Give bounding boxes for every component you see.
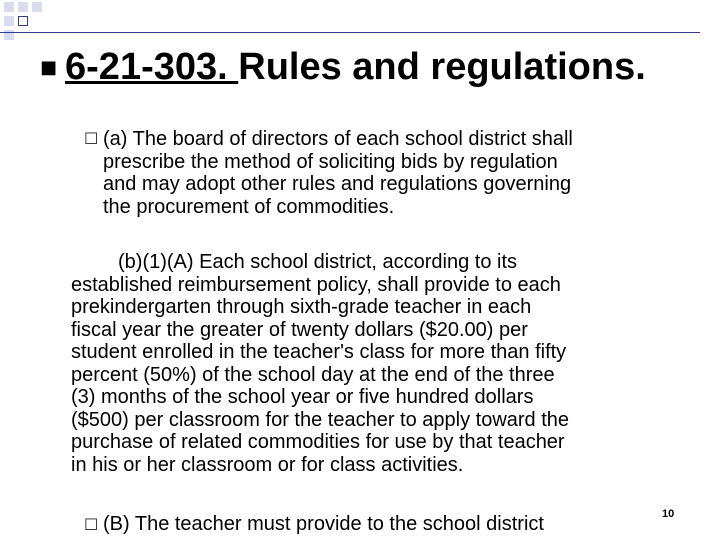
square-bullet-icon: ☐ [84, 129, 99, 148]
paragraph-line: percent (50%) of the school day at the end of the three [71, 363, 555, 386]
page-number: 10 [662, 508, 675, 520]
paragraph-b [71, 251, 569, 476]
paragraph-line: (b)(1)(A) Each school district, according to its [118, 251, 518, 273]
corner-decoration [0, 0, 60, 48]
header-rule [0, 32, 700, 33]
paragraph-line: (3) months of the school year or five hundred dollars [71, 386, 534, 408]
paragraph-line: fiscal year the greater of twenty dollars ($20.00) per [71, 318, 528, 341]
paragraph-line: purchase of related commodities for use by that teacher [71, 431, 565, 453]
paragraph-line: established reimbursement policy, shall provide to each [71, 273, 561, 296]
paragraph-line: student enrolled in the teacher's class for more than fifty [71, 341, 567, 363]
paragraph-line: in his or her classroom or for class activities. [71, 453, 464, 476]
title-bullet-icon: ■ [40, 57, 58, 78]
square-bullet-icon: ☐ [84, 515, 99, 534]
paragraph-c: (B) The teacher must provide to the school district [103, 513, 544, 535]
paragraph-line: the procurement of commodities. [103, 195, 395, 218]
paragraph-a [103, 128, 573, 218]
paragraph-line: and may adopt other rules and regulations governing [103, 173, 572, 195]
paragraph-line: prekindergarten through sixth-grade teacher in each [71, 296, 532, 318]
paragraph-line: (a) The board of directors of each school district shall [103, 128, 573, 150]
slide-title [40, 44, 646, 91]
paragraph-line: prescribe the method of soliciting bids by regulation [103, 150, 558, 173]
title-text: Rules and regulations. [238, 46, 646, 88]
paragraph-line: ($500) per classroom for the teacher to apply toward the [71, 408, 570, 431]
title-number: 6-21-303. [65, 46, 239, 88]
